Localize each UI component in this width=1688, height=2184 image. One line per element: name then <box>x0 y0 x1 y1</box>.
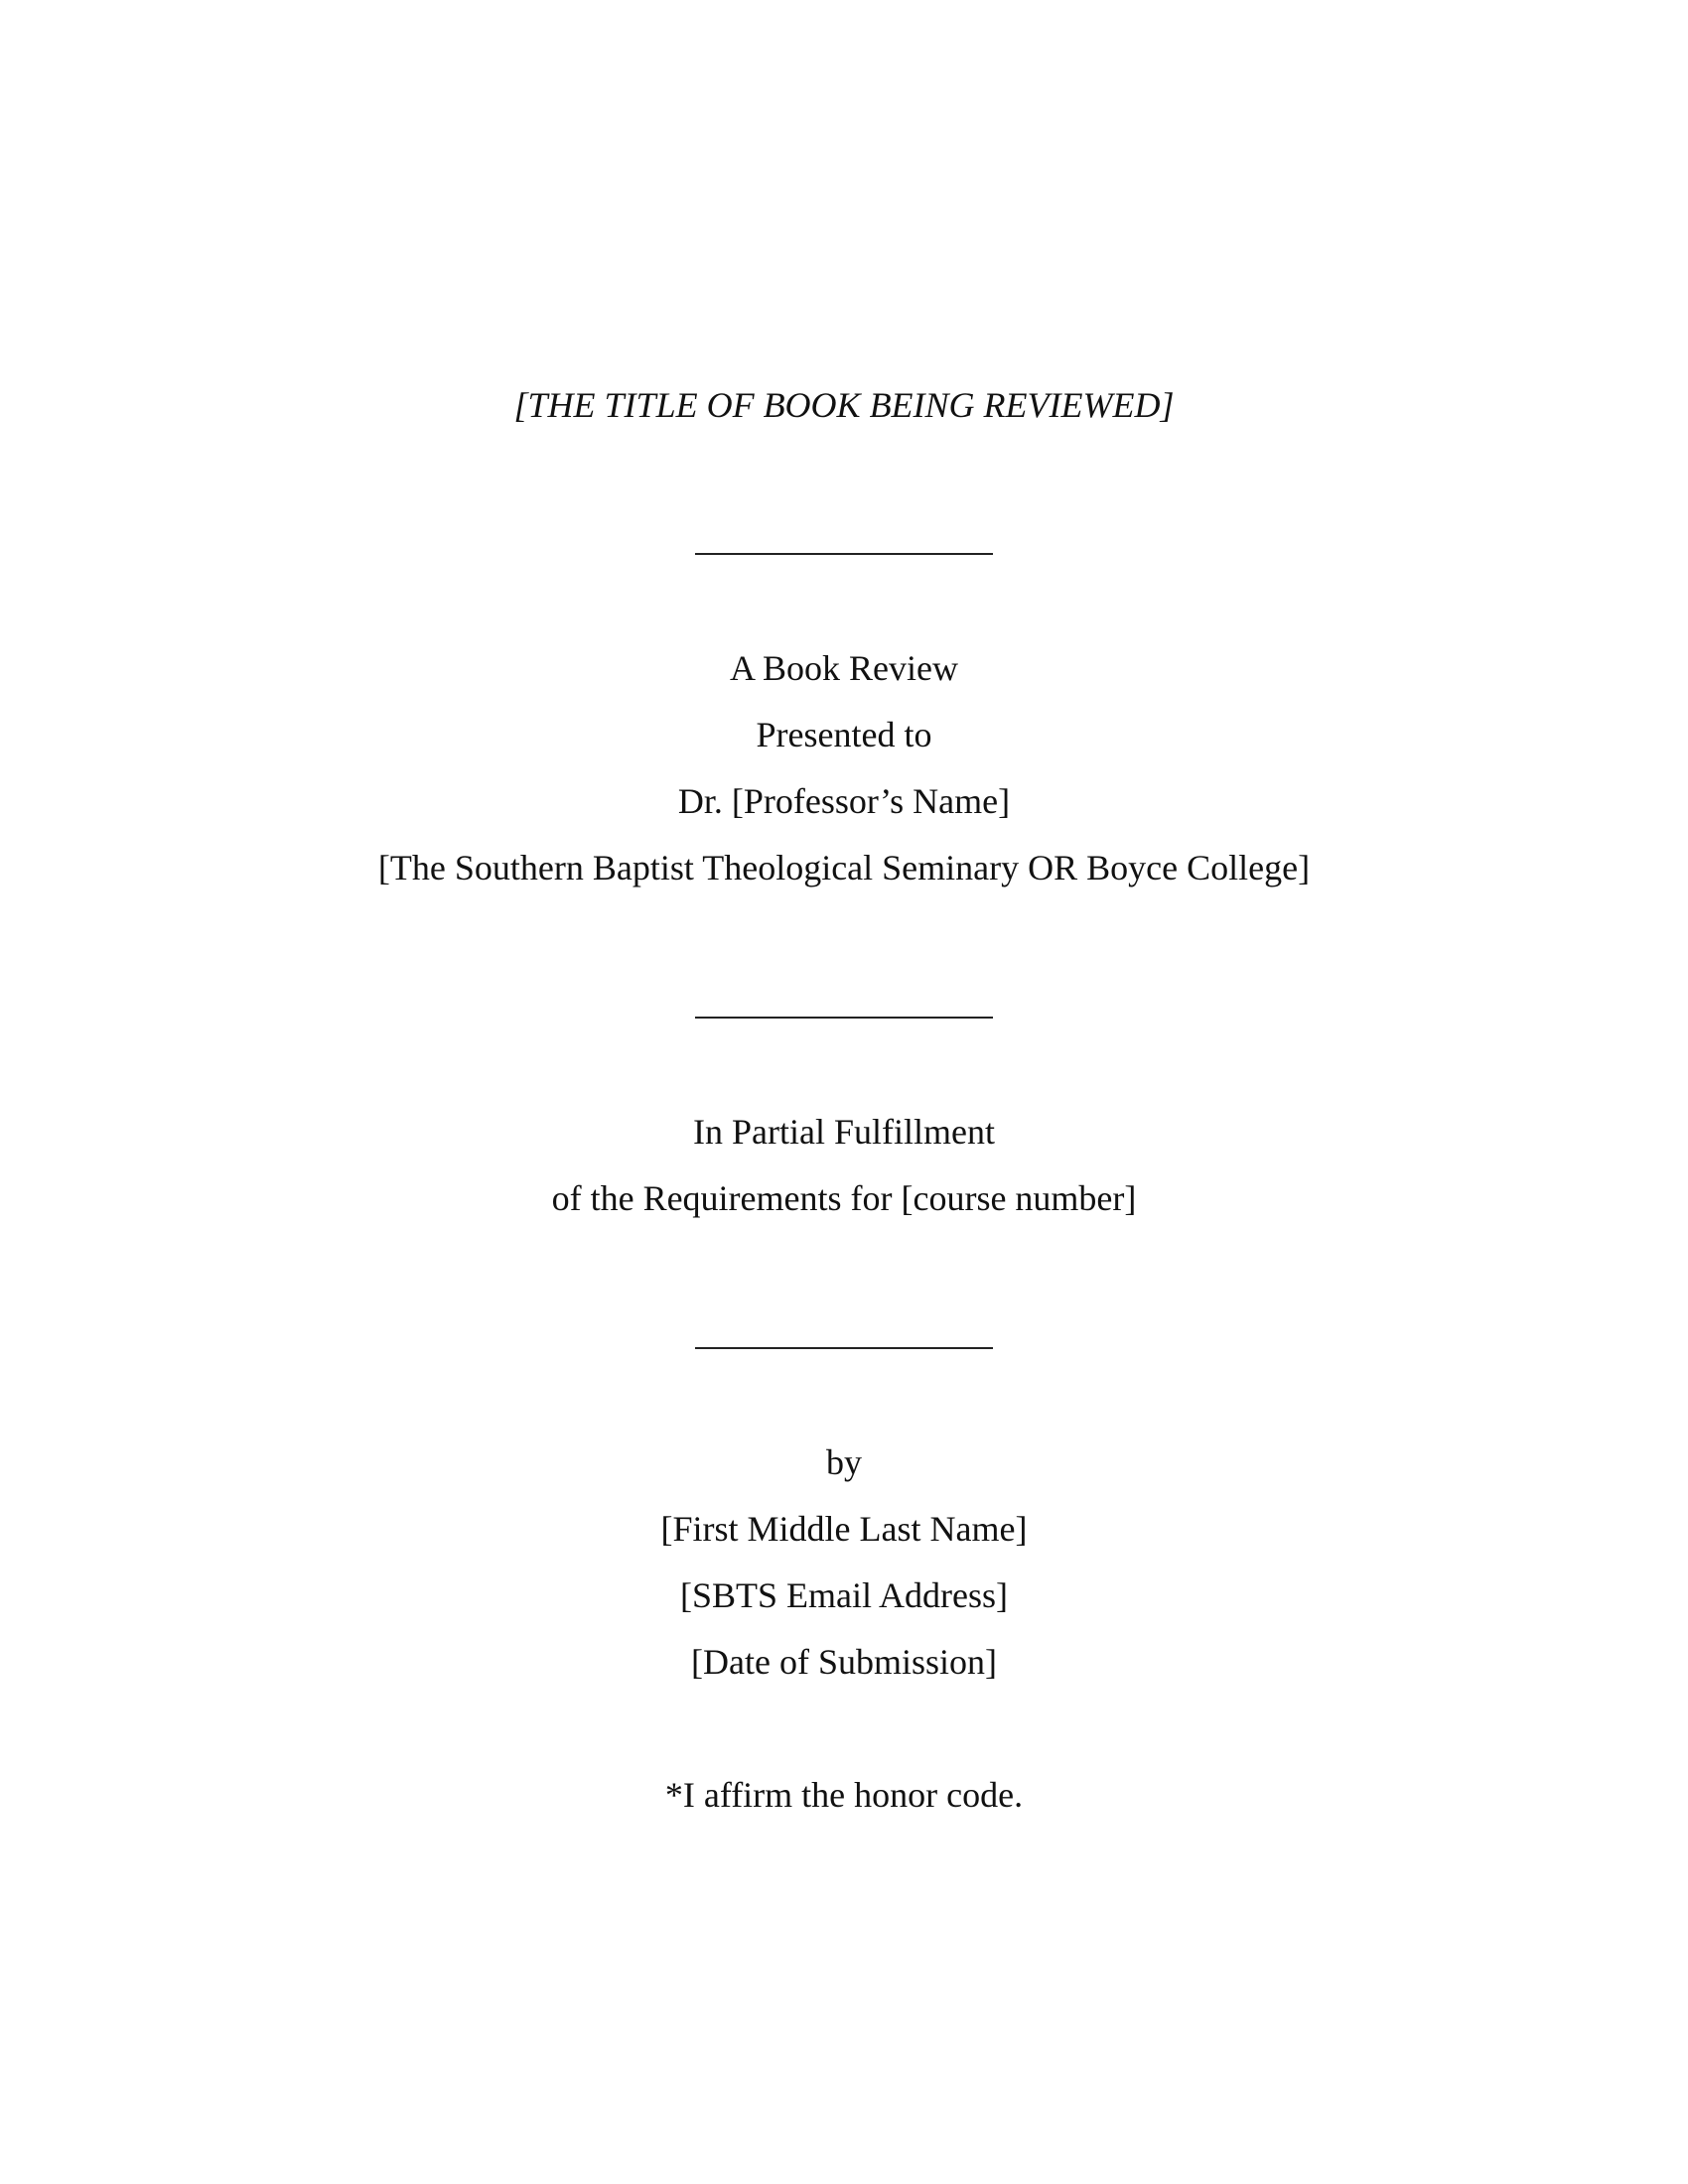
fulfillment-line-2: of the Requirements for [course number] <box>551 1178 1137 1218</box>
book-title: [THE TITLE OF BOOK BEING REVIEWED] <box>513 385 1175 425</box>
presentation-line-institution: [The Southern Baptist Theological Seminary OR Boyce College] <box>377 848 1311 887</box>
author-email: [SBTS Email Address] <box>680 1575 1008 1615</box>
author-name: [First Middle Last Name] <box>660 1509 1028 1549</box>
fulfillment-line-1: In Partial Fulfillment <box>693 1112 995 1152</box>
presentation-line-professor: Dr. [Professor’s Name] <box>677 781 1011 821</box>
presentation-line-presented-to: Presented to <box>756 715 932 754</box>
divider-rule-1 <box>695 553 993 555</box>
divider-rule-3 <box>695 1347 993 1349</box>
submission-date: [Date of Submission] <box>691 1642 997 1682</box>
honor-code-statement: *I affirm the honor code. <box>664 1775 1024 1815</box>
divider-rule-2 <box>695 1017 993 1019</box>
presentation-line-book-review: A Book Review <box>730 648 958 688</box>
author-by: by <box>826 1442 862 1482</box>
